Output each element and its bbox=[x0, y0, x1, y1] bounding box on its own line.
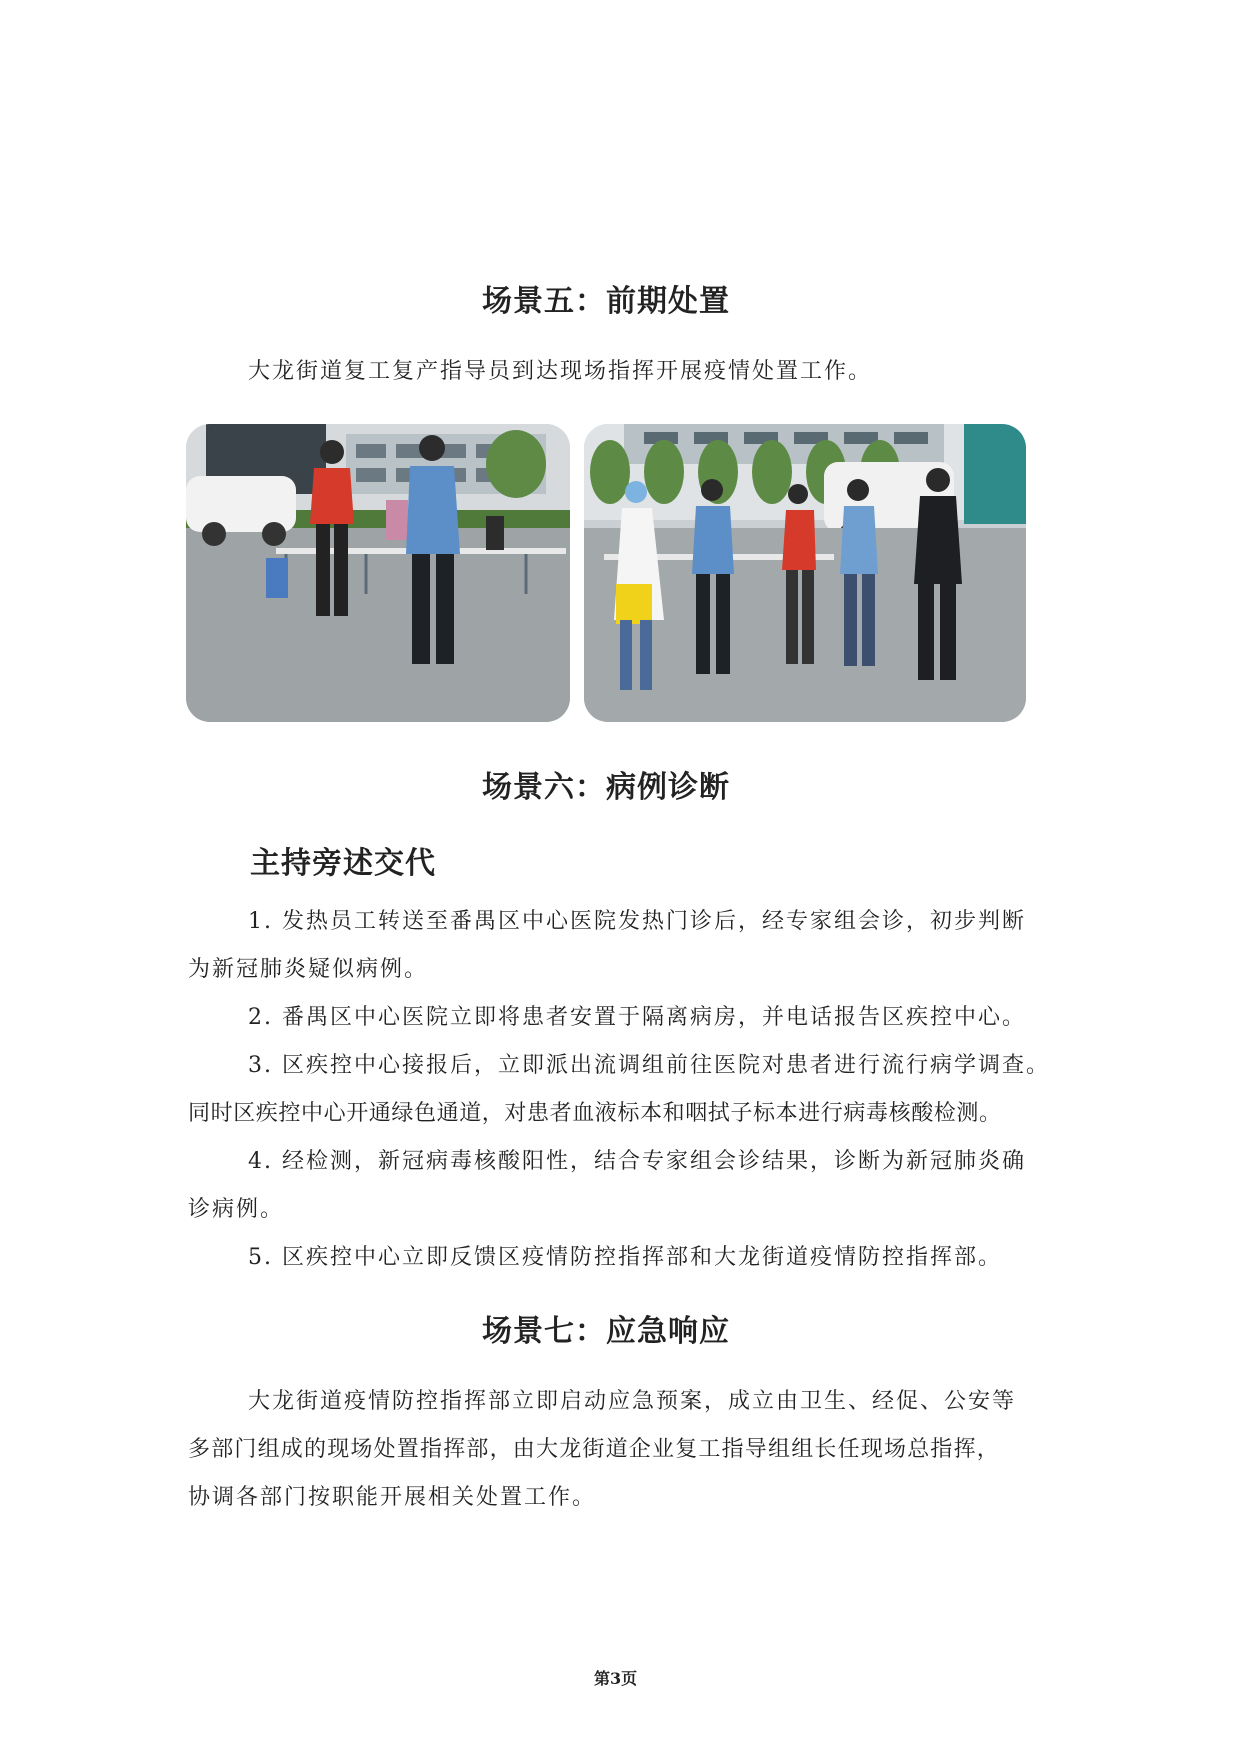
page-number: 第3页 bbox=[594, 1669, 638, 1688]
scene7-line3: 协调各部门按职能开展相关处置工作。 bbox=[188, 1485, 597, 1510]
scene7-line1: 大龙街道疫情防控指挥部立即启动应急预案，成立由卫生、经促、公安等 bbox=[248, 1389, 1017, 1414]
scene6-p1-line2: 为新冠肺炎疑似病例。 bbox=[188, 957, 429, 982]
scene6-p3-line2: 同时区疾控中心开通绿色通道，对患者血液标本和咽拭子标本进行病毒核酸检测。 bbox=[188, 1101, 1002, 1126]
scene6-p1-line1: 1. 发热员工转送至番禺区中心医院发热门诊后，经专家组会诊，初步判断 bbox=[248, 909, 1026, 934]
scene6-p4-line2: 诊病例。 bbox=[188, 1197, 285, 1222]
host-narration-heading: 主持旁述交代 bbox=[250, 846, 436, 881]
scene5-text: 大龙街道复工复产指导员到达现场指挥开展疫情处置工作。 bbox=[248, 359, 873, 384]
scene6-p3-line1: 3. 区疾控中心接报后，立即派出流调组前往医院对患者进行流行病学调查。 bbox=[248, 1053, 1050, 1078]
scene6-p2: 2. 番禺区中心医院立即将患者安置于隔离病房，并电话报告区疾控中心。 bbox=[248, 1005, 1026, 1030]
scene6-p5: 5. 区疾控中心立即反馈区疫情防控指挥部和大龙街道疫情防控指挥部。 bbox=[248, 1245, 1002, 1270]
scene7-line2: 多部门组成的现场处置指挥部，由大龙街道企业复工指导组组长任现场总指挥， bbox=[188, 1437, 1001, 1462]
photo-briefing bbox=[186, 424, 570, 722]
photo-team-walking bbox=[584, 424, 1026, 722]
scene7-title: 场景七：应急响应 bbox=[482, 1314, 730, 1349]
scene5-title: 场景五：前期处置 bbox=[482, 284, 730, 319]
scene6-title: 场景六：病例诊断 bbox=[482, 770, 730, 805]
scene6-p4-line1: 4. 经检测，新冠病毒核酸阳性，结合专家组会诊结果，诊断为新冠肺炎确 bbox=[248, 1149, 1026, 1174]
